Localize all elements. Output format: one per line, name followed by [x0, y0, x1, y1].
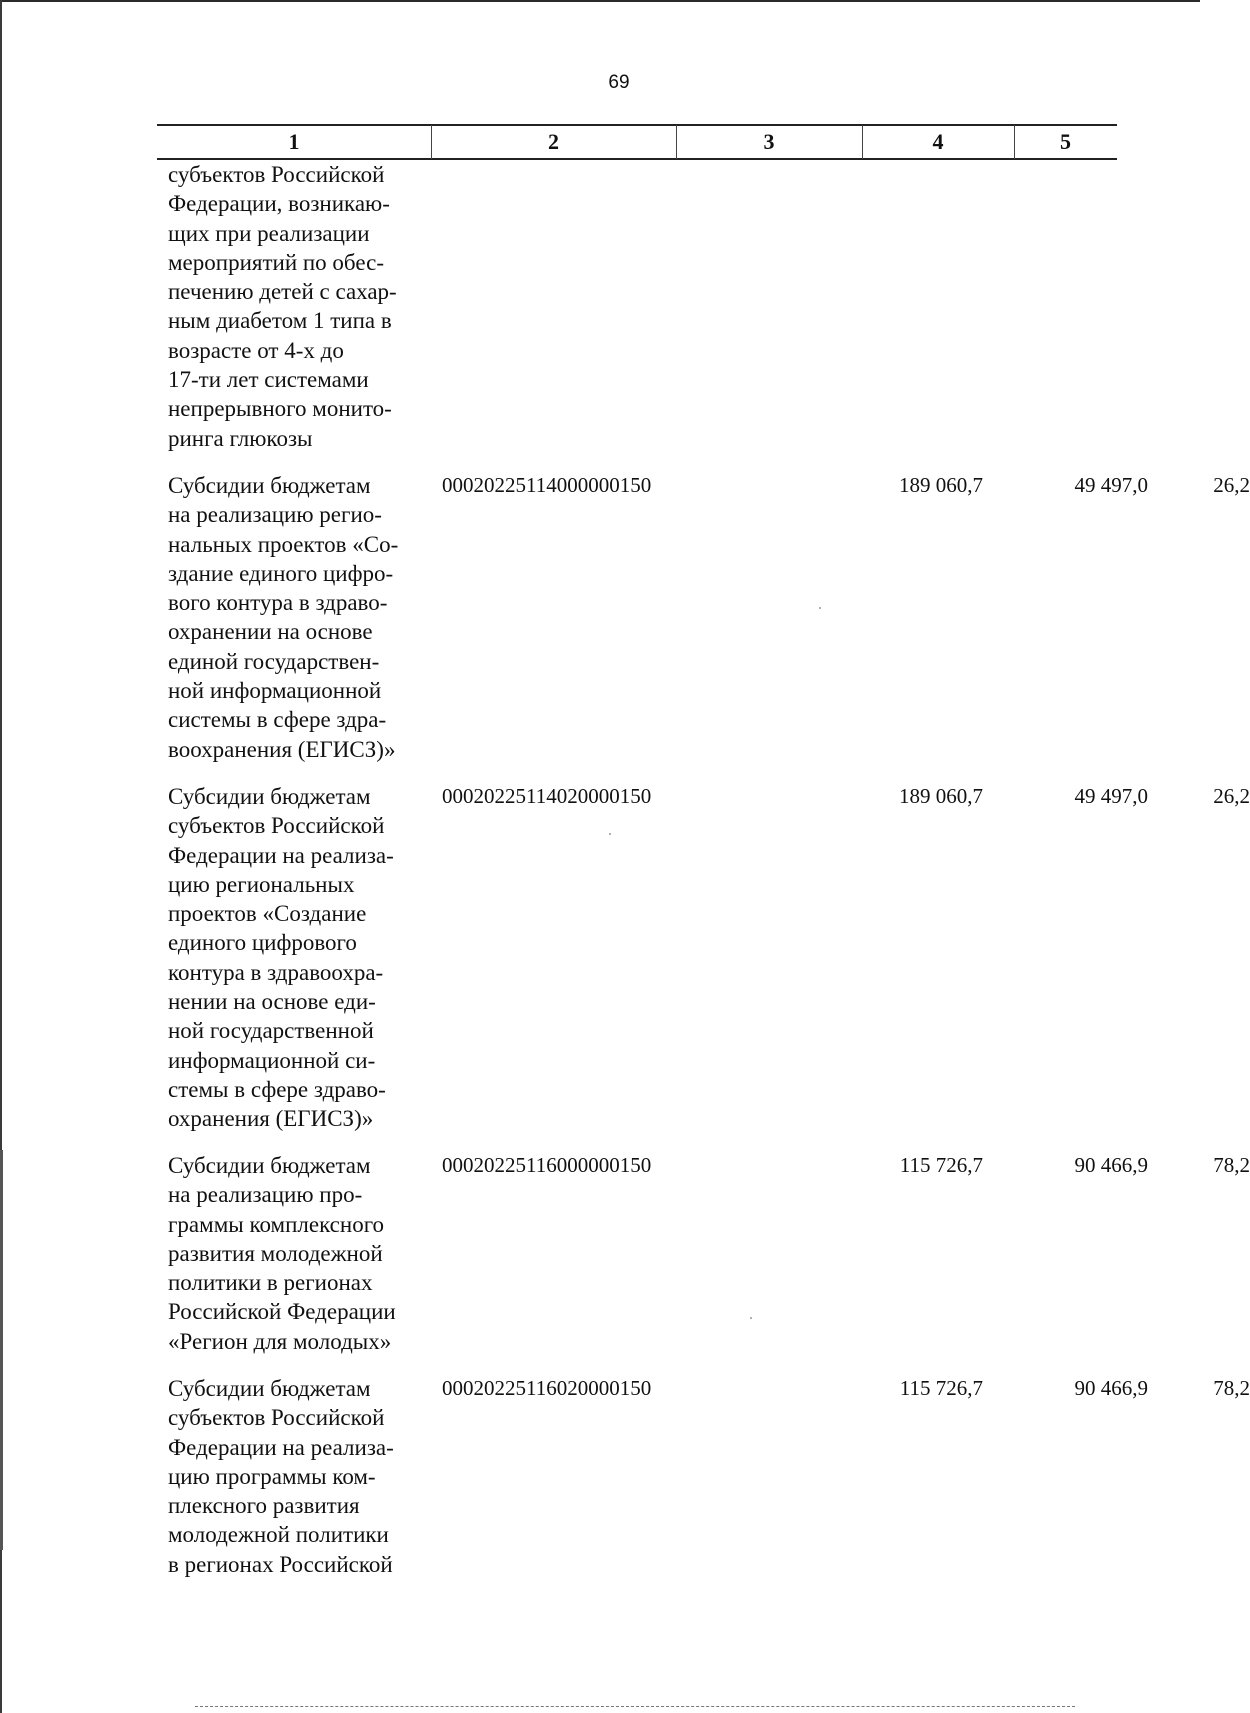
header-cell-3: 3 [763, 129, 775, 154]
row-code: 00020225116020000150 [442, 1376, 652, 1400]
row-description: Субсидии бюджетам субъектов Российской Федерации на реализа- цию программы ком- плексного развития молодежной политики в регионах Российской [168, 1376, 394, 1577]
scan-speck [819, 607, 821, 609]
row-value-col3: 189 060,7 [899, 473, 983, 497]
row-description: Субсидии бюджетам субъектов Российской Федерации на реализа- цию региональных проектов «Создание единого цифрового контура в здравоохра- нении на основе еди- ной государственной информационной си- стемы в сфере здраво- охранения (ЕГИСЗ)» [168, 784, 394, 1132]
row-description: субъектов Российской Федерации, возникаю- щих при реализации мероприятий по обес- печению детей с сахар- ным диабетом 1 типа в возрасте от 4-х до 17-ти лет системами непрерывного монито- ринга глюкозы [168, 162, 397, 451]
header-cell-2: 2 [548, 129, 559, 154]
scan-noise-bottom [195, 1706, 1075, 1708]
scan-speck [750, 1317, 752, 1319]
row-value-col4: 49 497,0 [1074, 784, 1148, 808]
scan-speck [609, 833, 611, 835]
row-value-col5: 78,2 [1213, 1153, 1250, 1177]
header-cell-1: 1 [288, 129, 300, 154]
table-header [157, 124, 1117, 160]
scan-border-top [0, 0, 1200, 2]
row-value-col3: 115 726,7 [899, 1153, 983, 1177]
row-value-col4: 49 497,0 [1074, 473, 1148, 497]
row-value-col4: 90 466,9 [1074, 1153, 1148, 1177]
row-value-col5: 26,2 [1213, 473, 1250, 497]
row-description: Субсидии бюджетам на реализацию регио- нальных проектов «Со- здание единого цифро- вого контура в здраво- охранении на основе единой государствен- ной информационной системы в сфере здра- воохранения (ЕГИСЗ)» [168, 473, 399, 762]
row-code: 00020225116000000150 [442, 1153, 652, 1177]
row-code: 00020225114020000150 [442, 784, 652, 808]
scan-border-left-shadow [0, 1150, 3, 1550]
row-value-col3: 189 060,7 [899, 784, 983, 808]
header-cell-5: 5 [1060, 129, 1071, 154]
row-value-col5: 78,2 [1213, 1376, 1250, 1400]
header-cell-4: 4 [932, 129, 944, 154]
row-code: 00020225114000000150 [442, 473, 652, 497]
row-description: Субсидии бюджетам на реализацию про- граммы комплексного развития молодежной политики в регионах Российской Федерации «Регион для молодых» [168, 1153, 396, 1354]
row-value-col4: 90 466,9 [1074, 1376, 1148, 1400]
row-value-col5: 26,2 [1213, 784, 1250, 808]
page-number: 69 [608, 72, 630, 93]
row-value-col3: 115 726,7 [899, 1376, 983, 1400]
